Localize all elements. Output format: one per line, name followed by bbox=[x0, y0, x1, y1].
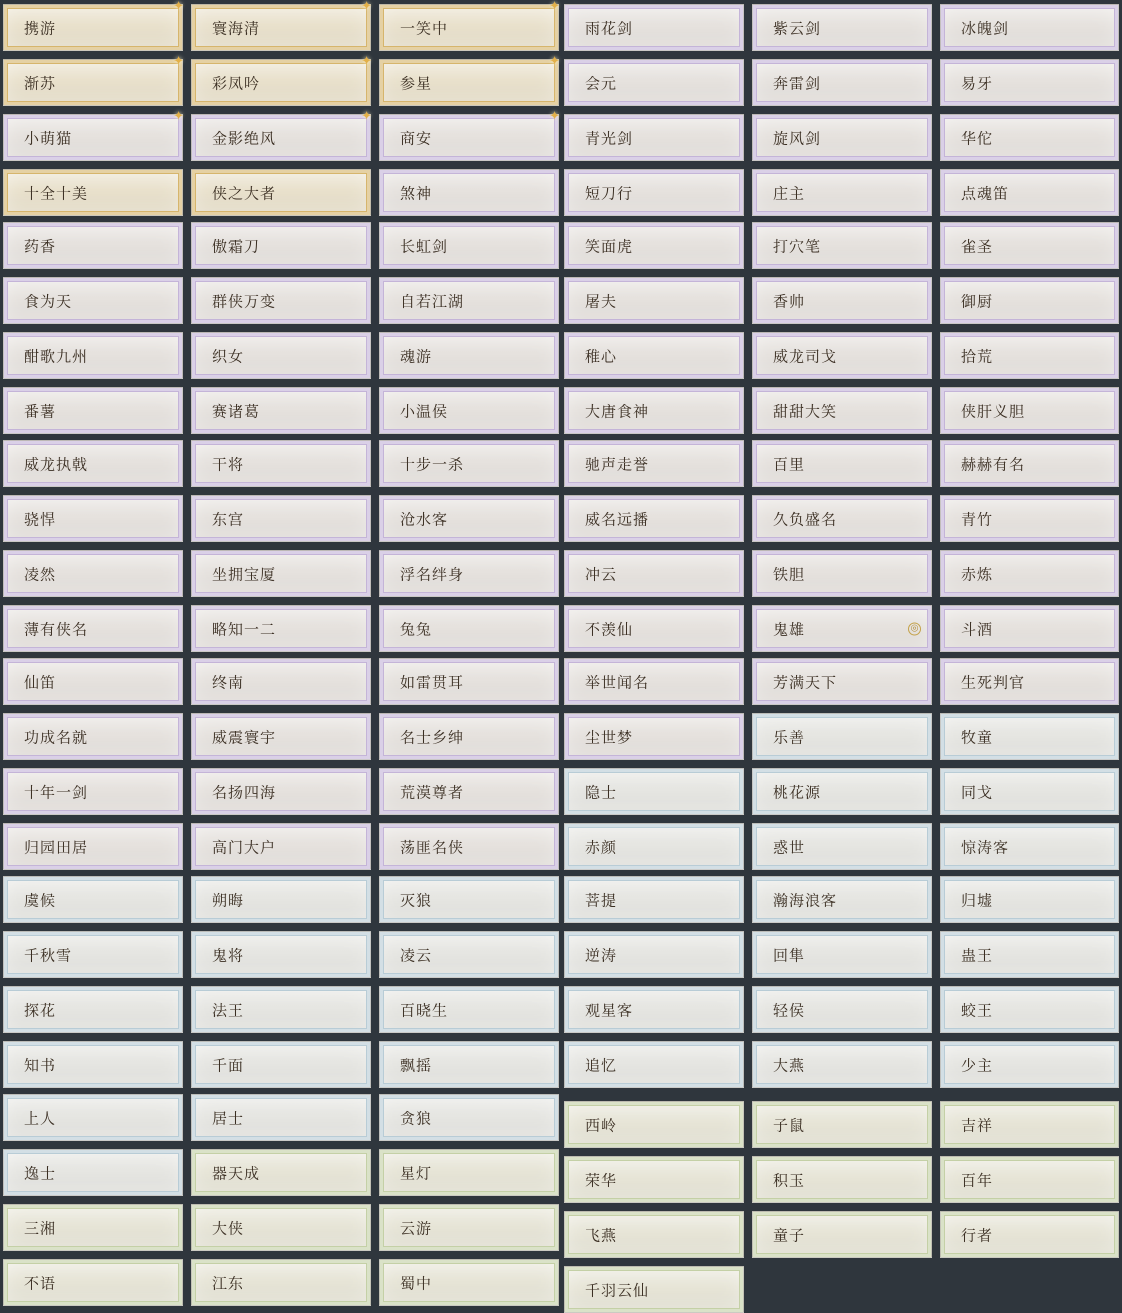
title-card[interactable] bbox=[379, 986, 559, 1033]
title-card[interactable] bbox=[752, 550, 932, 597]
title-card[interactable] bbox=[940, 1156, 1119, 1203]
title-card-label: 隐士 bbox=[585, 783, 618, 801]
title-card[interactable] bbox=[379, 931, 559, 978]
title-card[interactable] bbox=[940, 768, 1119, 815]
title-card-label: 凌然 bbox=[24, 565, 57, 583]
title-card[interactable] bbox=[940, 823, 1119, 870]
title-card[interactable] bbox=[752, 114, 932, 161]
title-card-label: 赛诸葛 bbox=[212, 402, 261, 420]
title-card[interactable] bbox=[379, 222, 559, 269]
title-card-label: 参星 bbox=[400, 74, 433, 92]
title-card[interactable] bbox=[3, 1094, 183, 1141]
title-card[interactable] bbox=[564, 4, 744, 51]
title-card-label: 贪狼 bbox=[400, 1109, 433, 1127]
title-card-label: 荒漠尊者 bbox=[400, 783, 465, 801]
title-card[interactable] bbox=[940, 986, 1119, 1033]
title-card[interactable] bbox=[3, 658, 183, 705]
title-card[interactable] bbox=[3, 1149, 183, 1196]
title-card-label: 点魂笛 bbox=[961, 184, 1010, 202]
title-card[interactable] bbox=[3, 332, 183, 379]
title-card-label: 自若江湖 bbox=[400, 292, 465, 310]
title-card[interactable] bbox=[191, 876, 371, 923]
title-card[interactable] bbox=[940, 440, 1119, 487]
title-card-label: 赫赫有名 bbox=[961, 455, 1026, 473]
title-card[interactable] bbox=[191, 823, 371, 870]
title-card-label: 东宫 bbox=[212, 510, 245, 528]
title-card-label: 驰声走誉 bbox=[585, 455, 650, 473]
title-card-label: 商安 bbox=[400, 129, 433, 147]
title-card[interactable] bbox=[752, 713, 932, 760]
title-card[interactable] bbox=[3, 495, 183, 542]
title-card-label: 冲云 bbox=[585, 565, 618, 583]
title-card[interactable] bbox=[752, 876, 932, 923]
title-card-label: 不语 bbox=[24, 1274, 57, 1292]
title-card[interactable] bbox=[752, 768, 932, 815]
title-card-label: 赤颜 bbox=[585, 838, 618, 856]
title-card[interactable] bbox=[752, 169, 932, 216]
title-card[interactable] bbox=[3, 169, 183, 216]
title-card[interactable] bbox=[564, 1041, 744, 1088]
title-card-label: 鬼雄 bbox=[773, 620, 806, 638]
title-card[interactable] bbox=[191, 222, 371, 269]
title-card[interactable] bbox=[752, 1041, 932, 1088]
title-card-label: 威名远播 bbox=[585, 510, 650, 528]
title-card[interactable] bbox=[940, 495, 1119, 542]
title-card-label: 屠夫 bbox=[585, 292, 618, 310]
title-card[interactable] bbox=[940, 931, 1119, 978]
title-card[interactable] bbox=[564, 59, 744, 106]
title-card-label: 芳满天下 bbox=[773, 673, 838, 691]
title-card[interactable] bbox=[940, 387, 1119, 434]
title-card-label: 荣华 bbox=[585, 1171, 618, 1189]
title-card-label: 大侠 bbox=[212, 1219, 245, 1237]
title-card-label: 魂游 bbox=[400, 347, 433, 365]
title-card-label: 逸士 bbox=[24, 1164, 57, 1182]
title-card[interactable] bbox=[564, 1156, 744, 1203]
title-card[interactable] bbox=[379, 768, 559, 815]
sparkle-star-icon: ✦ bbox=[173, 54, 184, 69]
title-card[interactable] bbox=[379, 550, 559, 597]
title-card[interactable] bbox=[379, 495, 559, 542]
title-card-label: 惑世 bbox=[773, 838, 806, 856]
title-card-label: 千面 bbox=[212, 1056, 245, 1074]
title-card-label: 青竹 bbox=[961, 510, 994, 528]
title-card-label: 兔兔 bbox=[400, 620, 433, 638]
title-card-label: 子鼠 bbox=[773, 1116, 806, 1134]
title-card[interactable] bbox=[940, 713, 1119, 760]
title-card-label: 干将 bbox=[212, 455, 245, 473]
title-card[interactable] bbox=[564, 876, 744, 923]
title-card[interactable] bbox=[564, 986, 744, 1033]
seal-badge-icon: ◎ bbox=[908, 622, 921, 635]
title-card[interactable] bbox=[752, 658, 932, 705]
title-card-label: 易牙 bbox=[961, 74, 994, 92]
title-card-label: 童子 bbox=[773, 1226, 806, 1244]
title-card-label: 大燕 bbox=[773, 1056, 806, 1074]
title-card[interactable] bbox=[379, 1041, 559, 1088]
title-card-label: 知书 bbox=[24, 1056, 57, 1074]
sparkle-star-icon: ✦ bbox=[173, 109, 184, 124]
title-card-label: 惊涛客 bbox=[961, 838, 1010, 856]
sparkle-star-icon: ✦ bbox=[549, 54, 560, 69]
title-card-label: 追忆 bbox=[585, 1056, 618, 1074]
sparkle-star-icon: ✦ bbox=[361, 109, 372, 124]
title-card[interactable] bbox=[191, 387, 371, 434]
title-card-label: 旋风剑 bbox=[773, 129, 822, 147]
title-card-label: 百里 bbox=[773, 455, 806, 473]
title-card[interactable] bbox=[191, 169, 371, 216]
title-card[interactable] bbox=[564, 169, 744, 216]
title-card-label: 寰海清 bbox=[212, 19, 261, 37]
title-card-label: 轻侯 bbox=[773, 1001, 806, 1019]
title-card-label: 探花 bbox=[24, 1001, 57, 1019]
title-card-label: 威龙执戟 bbox=[24, 455, 89, 473]
title-card-label: 小温侯 bbox=[400, 402, 449, 420]
title-card-label: 十步一杀 bbox=[400, 455, 465, 473]
title-card[interactable] bbox=[940, 1211, 1119, 1258]
title-card-label: 坐拥宝厦 bbox=[212, 565, 277, 583]
title-card-label: 小萌猫 bbox=[24, 129, 73, 147]
title-card[interactable] bbox=[191, 1149, 371, 1196]
title-card[interactable] bbox=[191, 440, 371, 487]
title-card-label: 桃花源 bbox=[773, 783, 822, 801]
title-card-label: 煞神 bbox=[400, 184, 433, 202]
title-card-label: 携游 bbox=[24, 19, 57, 37]
title-card[interactable] bbox=[3, 605, 183, 652]
title-card-label: 番薯 bbox=[24, 402, 57, 420]
title-card-label: 铁胆 bbox=[773, 565, 806, 583]
title-card-label: 乐善 bbox=[773, 728, 806, 746]
title-card-label: 终南 bbox=[212, 673, 245, 691]
title-card[interactable] bbox=[191, 277, 371, 324]
title-card-label: 法王 bbox=[212, 1001, 245, 1019]
title-card-label: 归园田居 bbox=[24, 838, 89, 856]
title-card-label: 百年 bbox=[961, 1171, 994, 1189]
title-card-label: 举世闻名 bbox=[585, 673, 650, 691]
title-card[interactable] bbox=[564, 495, 744, 542]
title-card-label: 金影绝风 bbox=[212, 129, 277, 147]
title-card-label: 仙笛 bbox=[24, 673, 57, 691]
title-card[interactable] bbox=[752, 1211, 932, 1258]
title-card[interactable] bbox=[752, 59, 932, 106]
title-card-label: 拾荒 bbox=[961, 347, 994, 365]
title-card[interactable] bbox=[191, 658, 371, 705]
title-card[interactable] bbox=[3, 0, 184, 51]
title-card[interactable] bbox=[191, 1041, 371, 1088]
title-card-label: 侠肝义胆 bbox=[961, 402, 1026, 420]
title-card-label: 十年一剑 bbox=[24, 783, 89, 801]
title-card[interactable] bbox=[940, 222, 1119, 269]
title-card[interactable] bbox=[564, 823, 744, 870]
title-card-label: 斗酒 bbox=[961, 620, 994, 638]
title-card[interactable] bbox=[379, 0, 560, 51]
title-card[interactable] bbox=[564, 658, 744, 705]
title-card-label: 器天成 bbox=[212, 1164, 261, 1182]
title-card[interactable] bbox=[940, 658, 1119, 705]
title-card-label: 冰魄剑 bbox=[961, 19, 1010, 37]
title-card[interactable] bbox=[752, 986, 932, 1033]
title-card-label: 御厨 bbox=[961, 292, 994, 310]
title-card[interactable] bbox=[3, 768, 183, 815]
title-card-label: 骁悍 bbox=[24, 510, 57, 528]
title-card-label: 名扬四海 bbox=[212, 783, 277, 801]
title-card-label: 奔雷剑 bbox=[773, 74, 822, 92]
title-card[interactable] bbox=[3, 109, 184, 161]
title-card[interactable] bbox=[752, 823, 932, 870]
title-card[interactable] bbox=[940, 114, 1119, 161]
title-card[interactable] bbox=[940, 332, 1119, 379]
title-card[interactable] bbox=[752, 1101, 932, 1148]
title-card[interactable] bbox=[379, 277, 559, 324]
title-card-label: 居士 bbox=[212, 1109, 245, 1127]
title-card-label: 虞候 bbox=[24, 891, 57, 909]
title-card[interactable] bbox=[379, 1094, 559, 1141]
title-card[interactable] bbox=[3, 1259, 183, 1306]
title-card-label: 雀圣 bbox=[961, 237, 994, 255]
title-card-label: 牧童 bbox=[961, 728, 994, 746]
title-card-label: 薄有侠名 bbox=[24, 620, 89, 638]
title-card-label: 菩提 bbox=[585, 891, 618, 909]
title-card-label: 药香 bbox=[24, 237, 57, 255]
title-card-label: 朔晦 bbox=[212, 891, 245, 909]
title-card[interactable] bbox=[379, 440, 559, 487]
title-card-label: 如雷贯耳 bbox=[400, 673, 465, 691]
title-card-label: 短刀行 bbox=[585, 184, 634, 202]
title-card-label: 蜀中 bbox=[400, 1274, 433, 1292]
title-card-label: 飞燕 bbox=[585, 1226, 618, 1244]
title-card[interactable] bbox=[3, 931, 183, 978]
title-card[interactable] bbox=[191, 986, 371, 1033]
title-card-label: 功成名就 bbox=[24, 728, 89, 746]
title-card[interactable] bbox=[191, 54, 372, 106]
title-card-label: 笑面虎 bbox=[585, 237, 634, 255]
title-card-label: 吉祥 bbox=[961, 1116, 994, 1134]
title-card[interactable] bbox=[3, 387, 183, 434]
title-card[interactable] bbox=[564, 440, 744, 487]
title-card-label: 甜甜大笑 bbox=[773, 402, 838, 420]
title-card[interactable] bbox=[564, 1266, 744, 1313]
title-card[interactable] bbox=[191, 713, 371, 760]
title-card-label: 少主 bbox=[961, 1056, 994, 1074]
title-card[interactable] bbox=[564, 114, 744, 161]
title-card[interactable] bbox=[940, 1041, 1119, 1088]
title-card-label: 雨花剑 bbox=[585, 19, 634, 37]
title-card[interactable] bbox=[191, 931, 371, 978]
title-card-label: 百晓生 bbox=[400, 1001, 449, 1019]
title-card[interactable] bbox=[3, 440, 183, 487]
title-card-label: 华佗 bbox=[961, 129, 994, 147]
title-card[interactable] bbox=[940, 169, 1119, 216]
title-card-label: 凌云 bbox=[400, 946, 433, 964]
title-card-label: 沧水客 bbox=[400, 510, 449, 528]
title-card-label: 瀚海浪客 bbox=[773, 891, 838, 909]
title-card[interactable] bbox=[752, 1156, 932, 1203]
title-card-label: 食为天 bbox=[24, 292, 73, 310]
title-card-label: 一笑中 bbox=[400, 19, 449, 37]
title-card[interactable] bbox=[564, 713, 744, 760]
title-card[interactable] bbox=[379, 1259, 559, 1306]
title-card[interactable] bbox=[3, 986, 183, 1033]
title-card[interactable] bbox=[564, 931, 744, 978]
title-card-label: 千羽云仙 bbox=[585, 1281, 650, 1299]
title-card[interactable] bbox=[564, 387, 744, 434]
title-card[interactable] bbox=[752, 605, 932, 652]
title-card[interactable] bbox=[3, 713, 183, 760]
title-card-label: 行者 bbox=[961, 1226, 994, 1244]
title-card[interactable] bbox=[564, 222, 744, 269]
title-card-label: 紫云剑 bbox=[773, 19, 822, 37]
sparkle-star-icon: ✦ bbox=[361, 0, 372, 14]
title-card[interactable] bbox=[379, 1149, 559, 1196]
title-card[interactable] bbox=[752, 222, 932, 269]
title-card-label: 荡匪名侠 bbox=[400, 838, 465, 856]
title-card-label: 上人 bbox=[24, 1109, 57, 1127]
title-card[interactable] bbox=[379, 823, 559, 870]
title-card-label: 归墟 bbox=[961, 891, 994, 909]
title-card[interactable] bbox=[564, 605, 744, 652]
title-card[interactable] bbox=[191, 605, 371, 652]
title-card-label: 云游 bbox=[400, 1219, 433, 1237]
title-card[interactable] bbox=[3, 823, 183, 870]
title-card[interactable] bbox=[191, 0, 372, 51]
title-card[interactable] bbox=[191, 332, 371, 379]
title-card[interactable] bbox=[379, 658, 559, 705]
title-card-label: 名士乡绅 bbox=[400, 728, 465, 746]
title-card[interactable] bbox=[3, 222, 183, 269]
title-card[interactable] bbox=[564, 1101, 744, 1148]
title-card-label: 三湘 bbox=[24, 1219, 57, 1237]
sparkle-star-icon: ✦ bbox=[549, 109, 560, 124]
sparkle-star-icon: ✦ bbox=[549, 0, 560, 14]
title-card-label: 庄主 bbox=[773, 184, 806, 202]
title-card-label: 久负盛名 bbox=[773, 510, 838, 528]
title-card[interactable] bbox=[191, 1259, 371, 1306]
title-card-label: 星灯 bbox=[400, 1164, 433, 1182]
title-card[interactable] bbox=[379, 387, 559, 434]
title-card[interactable] bbox=[940, 550, 1119, 597]
title-card[interactable] bbox=[379, 332, 559, 379]
title-card[interactable] bbox=[191, 1094, 371, 1141]
title-card[interactable] bbox=[752, 440, 932, 487]
title-card[interactable] bbox=[752, 4, 932, 51]
title-card[interactable] bbox=[940, 876, 1119, 923]
title-card-label: 尘世梦 bbox=[585, 728, 634, 746]
title-card[interactable] bbox=[3, 876, 183, 923]
title-card-label: 十全十美 bbox=[24, 184, 89, 202]
title-card-label: 会元 bbox=[585, 74, 618, 92]
title-card[interactable] bbox=[3, 277, 183, 324]
title-card-label: 千秋雪 bbox=[24, 946, 73, 964]
title-card-label: 蛟王 bbox=[961, 1001, 994, 1019]
title-card-label: 略知一二 bbox=[212, 620, 277, 638]
title-card-label: 回隼 bbox=[773, 946, 806, 964]
title-card[interactable] bbox=[191, 768, 371, 815]
title-card[interactable] bbox=[564, 277, 744, 324]
title-card-label: 赤炼 bbox=[961, 565, 994, 583]
title-card-label: 鬼将 bbox=[212, 946, 245, 964]
title-card[interactable] bbox=[564, 1211, 744, 1258]
title-card-label: 稚心 bbox=[585, 347, 618, 365]
title-card-label: 彩凤吟 bbox=[212, 74, 261, 92]
title-card-label: 逆涛 bbox=[585, 946, 618, 964]
title-card[interactable] bbox=[379, 54, 560, 106]
title-card-label: 生死判官 bbox=[961, 673, 1026, 691]
title-card[interactable] bbox=[3, 1204, 183, 1251]
title-card-label: 蛊王 bbox=[961, 946, 994, 964]
title-card[interactable] bbox=[564, 332, 744, 379]
sparkle-star-icon: ✦ bbox=[361, 54, 372, 69]
title-card[interactable] bbox=[940, 59, 1119, 106]
title-card[interactable] bbox=[191, 495, 371, 542]
title-card[interactable] bbox=[752, 387, 932, 434]
title-card-label: 飘摇 bbox=[400, 1056, 433, 1074]
title-card[interactable] bbox=[940, 1101, 1119, 1148]
title-card[interactable] bbox=[379, 876, 559, 923]
title-card-label: 长虹剑 bbox=[400, 237, 449, 255]
title-card[interactable] bbox=[752, 277, 932, 324]
title-card[interactable] bbox=[379, 1204, 559, 1251]
title-card[interactable] bbox=[752, 931, 932, 978]
title-card[interactable] bbox=[379, 169, 559, 216]
title-card-label: 同戈 bbox=[961, 783, 994, 801]
title-card[interactable] bbox=[191, 109, 372, 161]
title-card-label: 不羡仙 bbox=[585, 620, 634, 638]
title-card[interactable] bbox=[3, 54, 184, 106]
title-card-label: 大唐食神 bbox=[585, 402, 650, 420]
title-card[interactable] bbox=[752, 332, 932, 379]
title-card-label: 威龙司戈 bbox=[773, 347, 838, 365]
title-card-label: 侠之大者 bbox=[212, 184, 277, 202]
title-card-label: 观星客 bbox=[585, 1001, 634, 1019]
title-card-label: 威震寰宇 bbox=[212, 728, 277, 746]
title-card[interactable] bbox=[191, 1204, 371, 1251]
title-card-label: 傲霜刀 bbox=[212, 237, 261, 255]
title-card[interactable] bbox=[3, 550, 183, 597]
title-card[interactable] bbox=[564, 550, 744, 597]
title-card-label: 酣歌九州 bbox=[24, 347, 89, 365]
title-card-label: 高门大户 bbox=[212, 838, 277, 856]
title-card-label: 渐苏 bbox=[24, 74, 57, 92]
title-card-label: 织女 bbox=[212, 347, 245, 365]
title-card[interactable] bbox=[940, 4, 1119, 51]
title-card[interactable] bbox=[379, 713, 559, 760]
title-card-label: 打穴笔 bbox=[773, 237, 822, 255]
title-card-label: 香帅 bbox=[773, 292, 806, 310]
sparkle-star-icon: ✦ bbox=[173, 0, 184, 14]
title-card-label: 群侠万变 bbox=[212, 292, 277, 310]
title-card[interactable] bbox=[191, 550, 371, 597]
title-card[interactable] bbox=[379, 109, 560, 161]
title-card[interactable] bbox=[752, 495, 932, 542]
title-card[interactable] bbox=[3, 1041, 183, 1088]
title-card-label: 积玉 bbox=[773, 1171, 806, 1189]
title-card-label: 江东 bbox=[212, 1274, 245, 1292]
title-card-label: 灭狼 bbox=[400, 891, 433, 909]
title-card[interactable] bbox=[379, 605, 559, 652]
title-card[interactable] bbox=[940, 277, 1119, 324]
title-card-label: 浮名绊身 bbox=[400, 565, 465, 583]
title-card[interactable] bbox=[564, 768, 744, 815]
title-card-label: 西岭 bbox=[585, 1116, 618, 1134]
title-card-label: 青光剑 bbox=[585, 129, 634, 147]
title-card[interactable] bbox=[940, 605, 1119, 652]
